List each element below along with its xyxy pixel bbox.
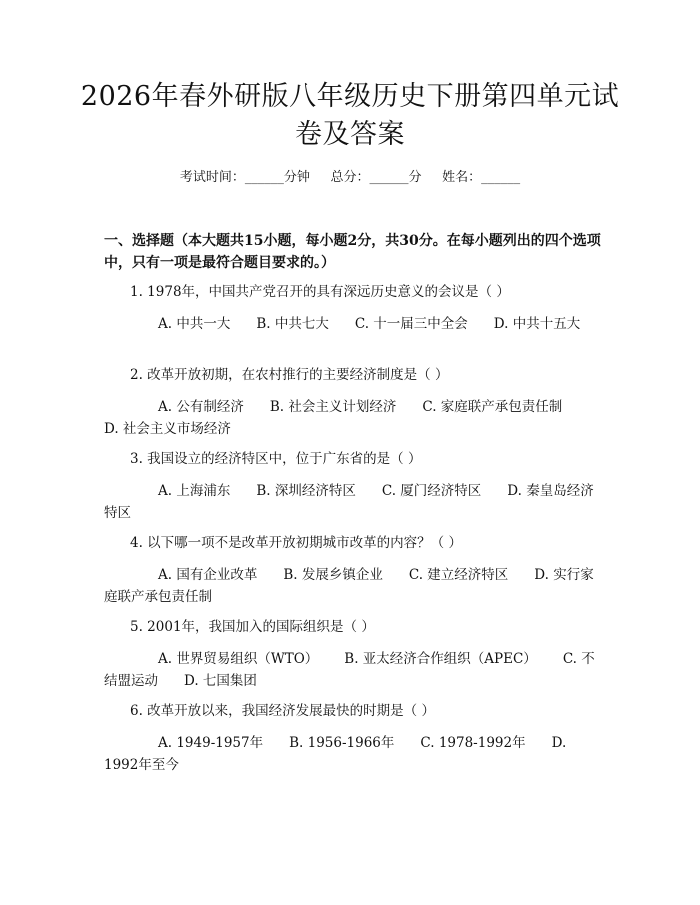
- question-stem: 1. 1978年，中国共产党召开的具有深远历史意义的会议是（ ）: [130, 284, 510, 300]
- question-options: [104, 396, 600, 440]
- option-a: A. 上海浦东: [158, 483, 231, 499]
- option-a: A. 1949-1957年: [158, 735, 264, 751]
- question-options: [104, 480, 600, 524]
- option-c: C. 家庭联产承包责任制: [422, 399, 563, 415]
- question-options: [104, 732, 600, 776]
- option-d: D. 七国集团: [184, 673, 257, 689]
- option-b: B. 发展乡镇企业: [283, 567, 383, 583]
- option-d: D. 中共十五大: [493, 316, 581, 332]
- option-b: B. 1956-1966年: [289, 735, 395, 751]
- question-stem: 2. 改革开放初期，在农村推行的主要经济制度是（ ）: [130, 367, 449, 383]
- option-a: A. 中共一大: [158, 316, 231, 332]
- option-d: D. 社会主义市场经济: [104, 421, 231, 437]
- option-b: B. 深圳经济特区: [256, 483, 356, 499]
- option-a: A. 世界贸易组织（WTO）: [158, 651, 319, 667]
- question-options: [104, 648, 600, 692]
- option-a: A. 公有制经济: [158, 399, 244, 415]
- question-options: [104, 564, 600, 608]
- question-stem: 6. 改革开放以来，我国经济发展最快的时期是（ ）: [130, 703, 435, 719]
- option-c: C. 十一届三中全会: [354, 316, 468, 332]
- section-heading: 一、选择题（本大题共15小题，每小题2分，共30分。在每小题列出的四个选项中，只有一项是最符合题目要求的。）: [104, 233, 601, 271]
- page-title: 2026年春外研版八年级历史下册第四单元试卷及答案: [80, 81, 620, 150]
- exam-info-line: 考试时间：______分钟 总分：______分 姓名：______: [179, 170, 521, 185]
- option-b: B. 中共七大: [256, 316, 329, 332]
- option-b: B. 亚太经济合作组织（APEC）: [344, 651, 537, 667]
- option-a: A. 国有企业改革: [158, 567, 258, 583]
- option-d: D. 秦皇岛经济特区: [104, 483, 594, 521]
- option-d: D. 实行家庭联产承包责任制: [104, 567, 594, 605]
- question-stem: 4. 以下哪一项不是改革开放初期城市改革的内容？（ ）: [130, 535, 462, 551]
- option-c: C. 1978-1992年: [420, 735, 526, 751]
- question-stem: 5. 2001年，我国加入的国际组织是（ ）: [130, 619, 375, 635]
- question-stem: 3. 我国设立的经济特区中，位于广东省的是（ ）: [130, 451, 422, 467]
- option-d: D. 1992年至今: [104, 735, 567, 773]
- question-options: [104, 313, 600, 335]
- option-c: C. 建立经济特区: [408, 567, 509, 583]
- option-c: C. 不结盟运动: [104, 651, 595, 689]
- option-c: C. 厦门经济特区: [381, 483, 482, 499]
- option-b: B. 社会主义计划经济: [269, 399, 397, 415]
